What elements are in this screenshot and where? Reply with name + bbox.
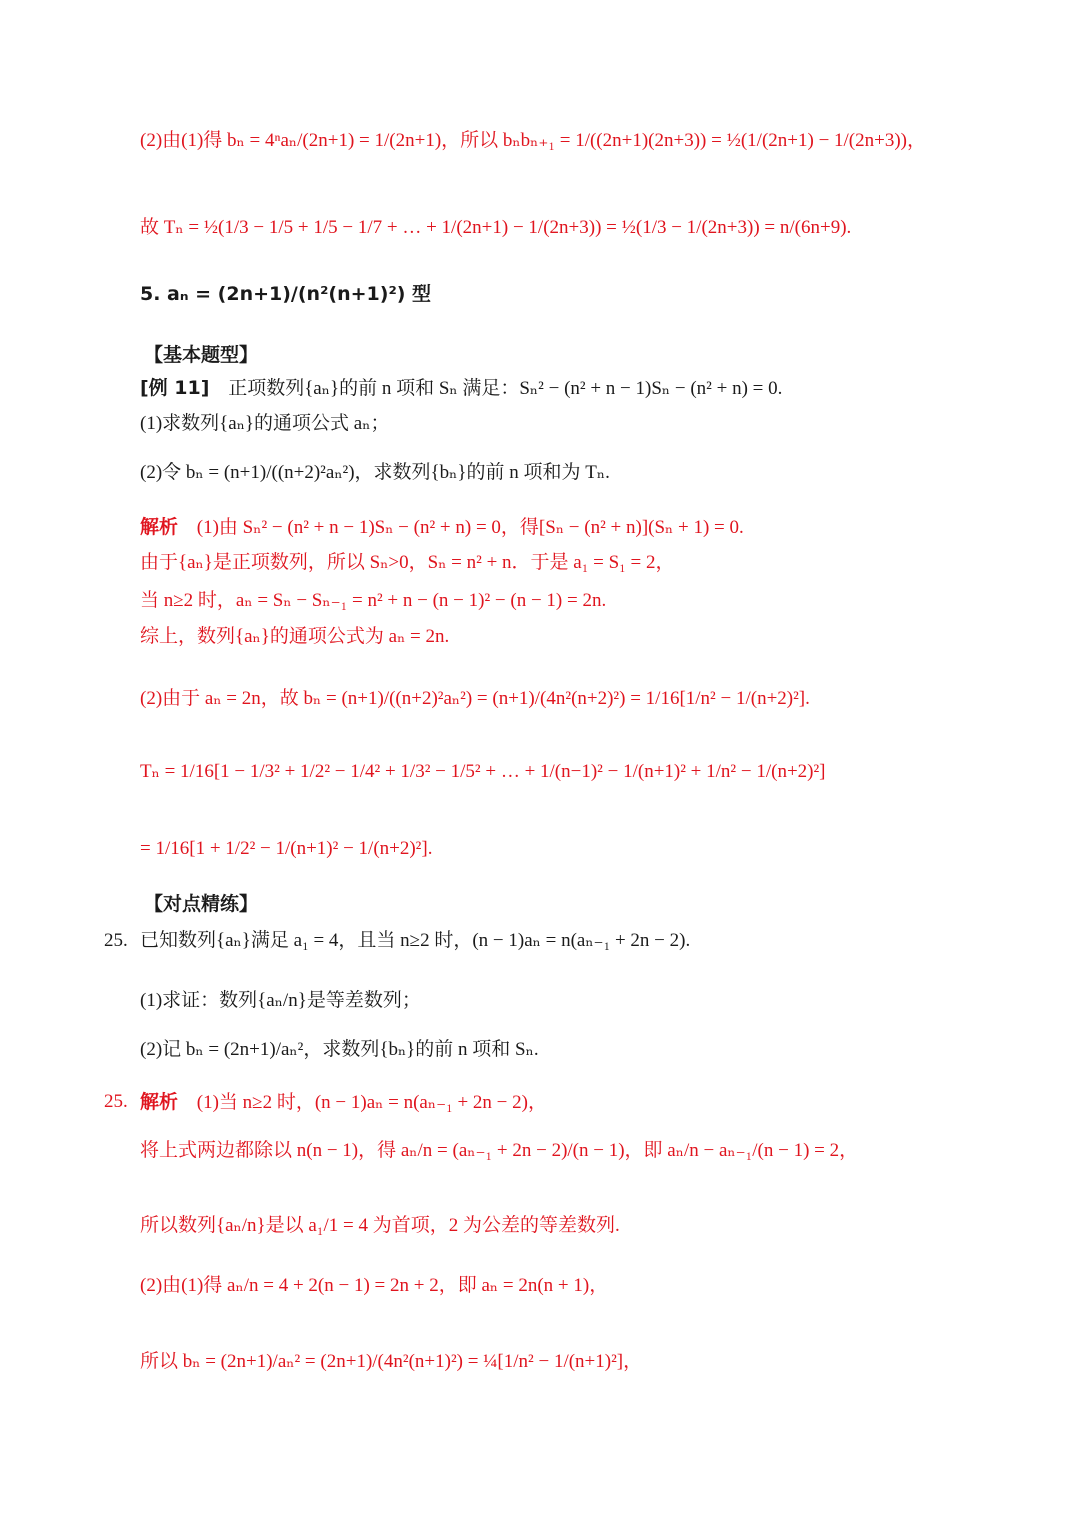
solution-tag: 解析	[140, 516, 179, 538]
solution-line: 由于{aₙ}是正项数列，所以 Sₙ>0，Sₙ = n² + n．于是 a₁ = S₁ = 2，	[140, 552, 675, 573]
solution-line: 故 Tₙ = ½(1/3 − 1/5 + 1/5 − 1/7 + … + 1/(2n+1) − 1/(2n+3)) = ½(1/3 − 1/(2n+3)) = n/(6n+9).	[140, 217, 852, 238]
solution-line: 当 n≥2 时，aₙ = Sₙ − Sₙ₋₁ = n² + n − (n − 1)² − (n − 1) = 2n.	[140, 590, 607, 611]
solution-line	[140, 514, 1040, 541]
example-line	[140, 375, 1040, 402]
solution-line: (2)由(1)得 bₙ = 4ⁿaₙ/(2n+1) = 1/(2n+1)，所以 bₙbₙ₊₁ = 1/((2n+1)(2n+3)) = ½(1/(2n+1) − 1/(2n+3))，	[140, 130, 927, 151]
example-tag: [例 11]	[140, 377, 210, 399]
example-text: 正项数列{aₙ}的前 n 项和 Sₙ 满足：Sₙ² − (n² + n − 1)Sₙ − (n² + n) = 0.	[228, 378, 783, 399]
solution-line: 所以 bₙ = (2n+1)/aₙ² = (2n+1)/(4n²(n+1)²) = ¼[1/n² − 1/(n+1)²]，	[140, 1351, 643, 1372]
solution-line: = 1/16[1 + 1/2² − 1/(n+1)² − 1/(n+2)²].	[140, 838, 433, 859]
exercise-line	[104, 928, 1040, 954]
solution-tag: 解析	[140, 1091, 179, 1113]
solution-line: 将上式两边都除以 n(n − 1)，得 aₙ/n = (aₙ₋₁ + 2n − 2)/(n − 1)，即 aₙ/n − aₙ₋₁/(n − 1) = 2，	[140, 1140, 859, 1161]
solution-line: Tₙ = 1/16[1 − 1/3² + 1/2² − 1/4² + 1/3² − 1/5² + … + 1/(n−1)² − 1/(n+1)² + 1/n² − 1/(n+2)²]	[140, 761, 826, 782]
solution-line: (2)由(1)得 aₙ/n = 4 + 2(n − 1) = 2n + 2，即 aₙ = 2n(n + 1)，	[140, 1275, 609, 1296]
solution-text: (1)当 n≥2 时，(n − 1)aₙ = n(aₙ₋₁ + 2n − 2)，	[196, 1092, 547, 1113]
solution-line: (2)由于 aₙ = 2n，故 bₙ = (n+1)/((n+2)²aₙ²) = (n+1)/(4n²(n+2)²) = 1/16[1/n² − 1/(n+2)²].	[140, 688, 810, 709]
exercise-text: 已知数列{aₙ}满足 a₁ = 4，且当 n≥2 时，(n − 1)aₙ = n(aₙ₋₁ + 2n − 2).	[140, 930, 691, 951]
question-line: (2)令 bₙ = (n+1)/((n+2)²aₙ²)，求数列{bₙ}的前 n 项和为 Tₙ.	[140, 462, 610, 483]
subsection-heading: 【基本题型】	[144, 344, 259, 366]
solution-line	[104, 1089, 1040, 1116]
exercise-number: 25.	[104, 930, 128, 951]
question-line: (2)记 bₙ = (2n+1)/aₙ²，求数列{bₙ}的前 n 项和 Sₙ.	[140, 1039, 539, 1060]
question-line: (1)求数列{aₙ}的通项公式 aₙ；	[140, 413, 390, 434]
solution-text: (1)由 Sₙ² − (n² + n − 1)Sₙ − (n² + n) = 0，得[Sₙ − (n² + n)](Sₙ + 1) = 0.	[196, 517, 744, 538]
subsection-heading: 【对点精练】	[144, 893, 259, 915]
question-line: (1)求证：数列{aₙ/n}是等差数列；	[140, 990, 421, 1011]
section-heading: 5. aₙ = (2n+1)/(n²(n+1)²) 型	[140, 283, 432, 305]
exercise-number: 25.	[104, 1091, 128, 1112]
solution-line: 所以数列{aₙ/n}是以 a₁/1 = 4 为首项，2 为公差的等差数列.	[140, 1215, 620, 1236]
solution-line: 综上，数列{aₙ}的通项公式为 aₙ = 2n.	[140, 626, 450, 647]
